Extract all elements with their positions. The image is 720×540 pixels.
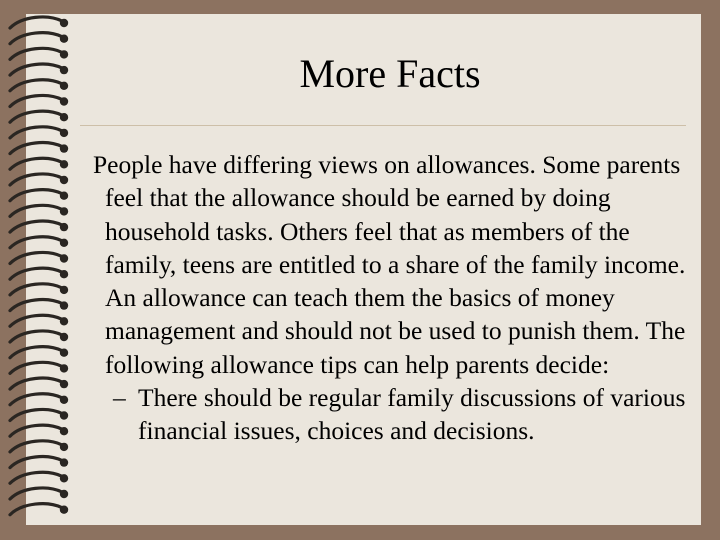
title-divider — [80, 125, 686, 126]
sub-bullet-text: There should be regular family discussions of various financial issues, choices and decisions. — [138, 383, 686, 446]
spiral-ring-icon — [10, 425, 68, 436]
spiral-ring-icon — [10, 252, 68, 263]
spiral-ring-icon — [10, 504, 68, 515]
spiral-ring-icon — [10, 190, 68, 201]
slide-title: More Facts — [299, 51, 481, 96]
spiral-ring-icon — [10, 127, 68, 138]
spiral-ring-icon — [10, 347, 68, 358]
spiral-ring-icon — [10, 95, 68, 106]
spiral-ring-icon — [10, 17, 68, 28]
spiral-ring-icon — [10, 174, 68, 185]
spiral-ring-icon — [10, 441, 68, 452]
spiral-ring-icon — [10, 237, 68, 248]
spiral-ring-icon — [10, 64, 68, 75]
spiral-ring-icon — [10, 488, 68, 499]
spiral-ring-icon — [10, 362, 68, 373]
spiral-ring-icon — [10, 409, 68, 420]
dash-bullet-marker: – — [113, 383, 126, 413]
spiral-ring-icon — [10, 457, 68, 468]
spiral-ring-icon — [10, 300, 68, 311]
spiral-binding-icon — [0, 0, 90, 540]
spiral-ring-icon — [10, 472, 68, 483]
spiral-ring-icon — [10, 394, 68, 405]
slide-body — [93, 148, 695, 448]
body-paragraph: People have differing views on allowances. Some parents feel that the allowance should be earned by doing household tasks. Others feel that as members of the family, teens are entitled to a share of the family income. An allowance can teach them the basics of money management and should not be used to punish them. The following allowance tips can help parents decide: — [93, 150, 686, 379]
spiral-ring-icon — [10, 80, 68, 91]
spiral-ring-icon — [10, 33, 68, 44]
sub-bullet-item — [105, 381, 695, 448]
spiral-ring-icon — [10, 268, 68, 279]
spiral-ring-icon — [10, 221, 68, 232]
spiral-ring-icon — [10, 378, 68, 389]
spiral-ring-icon — [10, 158, 68, 169]
spiral-ring-icon — [10, 111, 68, 122]
spiral-ring-icon — [10, 284, 68, 295]
spiral-ring-icon — [10, 205, 68, 216]
spiral-ring-icon — [10, 143, 68, 154]
spiral-ring-icon — [10, 48, 68, 59]
spiral-ring-icon — [10, 315, 68, 326]
spiral-ring-icon — [10, 331, 68, 342]
